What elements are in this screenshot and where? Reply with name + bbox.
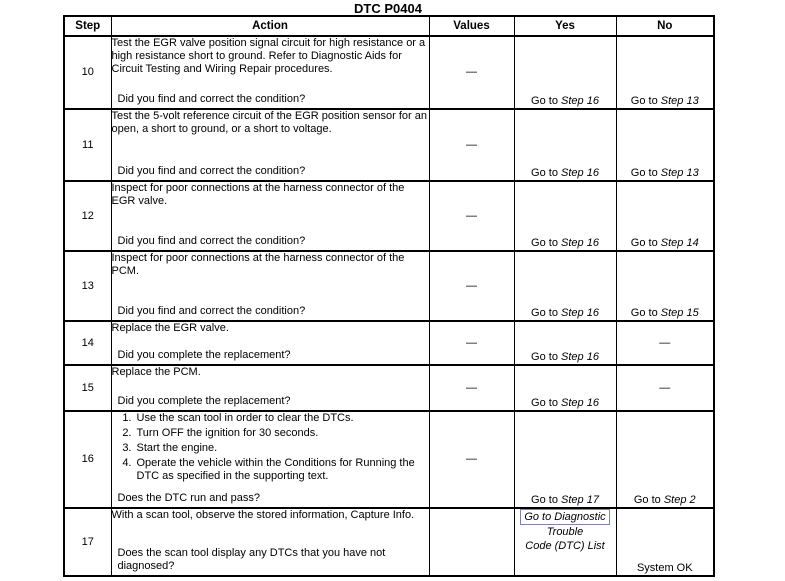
action-cell: [111, 36, 429, 109]
list-number: 2.: [122, 427, 132, 439]
action-text: Inspect for poor connections at the harness connector of the PCM.: [111, 252, 405, 277]
table-row: [64, 321, 714, 365]
action-text: Replace the PCM.: [111, 366, 201, 378]
values-cell: [429, 251, 514, 321]
goto-prefix: Go to: [630, 167, 661, 179]
values-cell: [429, 411, 514, 508]
action-cell: [111, 109, 429, 181]
header-step: Step: [64, 16, 111, 36]
goto-step: Step 14: [660, 237, 699, 249]
goto-reference: [515, 509, 616, 525]
no-cell: [616, 411, 714, 508]
goto-link[interactable]: Go to Diagnostic: [520, 509, 609, 525]
goto-prefix: Go to: [531, 237, 562, 249]
table-row: [64, 411, 714, 508]
goto-step: Step 17: [561, 494, 599, 506]
goto-reference: [531, 95, 599, 107]
question-text: Did you find and correct the condition?: [117, 235, 306, 247]
header-values: Values: [429, 16, 514, 36]
goto-prefix: Go to: [531, 167, 562, 179]
goto-reference: [531, 307, 599, 319]
yes-cell: [514, 411, 616, 508]
question-text: Did you complete the replacement?: [117, 395, 291, 407]
goto-prefix: Go to: [630, 95, 661, 107]
no-cell: [616, 109, 714, 181]
action-cell: [111, 321, 429, 365]
no-cell: [616, 181, 714, 251]
action-steps-list: [112, 412, 429, 483]
list-number: 4.: [122, 457, 132, 469]
goto-prefix: Go to: [630, 237, 661, 249]
goto-prefix: Go to: [630, 307, 661, 319]
list-text: Turn OFF the ignition for 30 seconds.: [136, 427, 319, 439]
step-cell: 16: [64, 411, 111, 508]
goto-reference: [531, 351, 599, 363]
goto-reference: [631, 95, 699, 107]
step-cell: 13: [64, 251, 111, 321]
no-cell: [616, 321, 714, 365]
dash: —: [466, 381, 477, 394]
values-cell: [429, 365, 514, 411]
values-cell: [429, 109, 514, 181]
action-text: Inspect for poor connections at the harness connector of the EGR valve.: [111, 182, 405, 207]
goto-reference: [531, 237, 599, 249]
goto-step: Step 16: [561, 351, 599, 363]
header-yes: Yes: [514, 16, 616, 36]
table-row: [64, 181, 714, 251]
yes-cell: [514, 321, 616, 365]
header-no: No: [616, 16, 714, 36]
goto-prefix: Go to: [531, 307, 562, 319]
action-cell: [111, 251, 429, 321]
goto-reference: [631, 307, 699, 319]
goto-step: Step 13: [660, 95, 699, 107]
goto-reference: [531, 397, 599, 409]
goto-reference: [531, 167, 599, 179]
values-cell: [429, 181, 514, 251]
values-cell: [429, 321, 514, 365]
goto-reference: [531, 494, 599, 506]
dash: —: [659, 336, 671, 349]
goto-prefix: Go to: [531, 95, 562, 107]
action-text: Test the 5-volt reference circuit of the EGR position sensor for an open, a short to ground, or a short to voltage.: [111, 110, 427, 135]
step-cell: 12: [64, 181, 111, 251]
question-text: Did you complete the replacement?: [117, 349, 291, 361]
no-cell: [616, 508, 714, 576]
no-cell: [616, 36, 714, 109]
list-item: [118, 442, 429, 455]
page-title: DTC P0404: [354, 1, 422, 16]
step-cell: 11: [64, 109, 111, 181]
table-row: [64, 109, 714, 181]
goto-step: Step 16: [561, 167, 599, 179]
step-cell: 17: [64, 508, 111, 576]
dash: —: [466, 138, 477, 151]
values-cell: [429, 36, 514, 109]
list-number: 3.: [122, 442, 132, 454]
question-text: Does the scan tool display any DTCs that you have not diagnosed?: [117, 547, 386, 572]
goto-prefix: Go to: [531, 351, 562, 363]
goto-prefix: Go to: [531, 397, 562, 409]
question-text: Did you find and correct the condition?: [117, 305, 306, 317]
goto-step: Step 2: [663, 494, 696, 506]
dash: —: [466, 453, 477, 465]
list-text: Operate the vehicle within the Conditions for Running the DTC as specified in the supporting text.: [136, 457, 415, 482]
action-text: With a scan tool, observe the stored information, Capture Info.: [111, 509, 415, 521]
action-cell: [111, 411, 429, 508]
goto-step: Step 16: [561, 237, 599, 249]
action-text: Test the EGR valve position signal circuit for high resistance or a high resistance short to ground. Refer to Diagnostic Aids for Circuit Testing and Wiring Repair procedures.: [111, 37, 426, 75]
goto-link-line: Trouble: [546, 526, 584, 538]
step-cell: 15: [64, 365, 111, 411]
dash: —: [466, 336, 477, 349]
values-cell: [429, 508, 514, 576]
dash: —: [659, 381, 671, 394]
dash: —: [466, 66, 477, 78]
no-cell: [616, 251, 714, 321]
goto-reference: [631, 167, 699, 179]
action-text: Replace the EGR valve.: [111, 322, 229, 334]
goto-prefix: Go to: [531, 494, 562, 506]
goto-step: Step 13: [660, 167, 699, 179]
goto-step: Step 16: [561, 307, 599, 319]
dash: —: [466, 209, 477, 222]
question-text: Did you find and correct the condition?: [117, 165, 306, 177]
table-row: [64, 36, 714, 109]
action-cell: [111, 365, 429, 411]
step-cell: 14: [64, 321, 111, 365]
yes-cell: [514, 365, 616, 411]
dtc-diagnostic-table: [63, 15, 715, 577]
goto-step: Step 16: [561, 95, 599, 107]
yes-cell: [514, 251, 616, 321]
table-row: [64, 365, 714, 411]
table-row: [64, 251, 714, 321]
goto-step: Step 15: [660, 307, 699, 319]
question-text: Does the DTC run and pass?: [117, 492, 260, 504]
list-number: 1.: [122, 412, 132, 424]
table-row: [64, 508, 714, 576]
list-item: [118, 457, 429, 483]
action-cell: [111, 508, 429, 576]
dash: —: [466, 279, 477, 292]
step-cell: 10: [64, 36, 111, 109]
list-text: Start the engine.: [136, 442, 218, 454]
no-cell: [616, 365, 714, 411]
goto-reference: [634, 494, 696, 506]
goto-link-line: Code (DTC) List: [525, 540, 605, 552]
result-text: System OK: [636, 562, 693, 574]
list-item: [118, 412, 429, 425]
yes-cell: [514, 508, 616, 576]
goto-reference: [631, 237, 699, 249]
question-text: Did you find and correct the condition?: [117, 93, 306, 105]
header-action: Action: [111, 16, 429, 36]
action-cell: [111, 181, 429, 251]
list-text: Use the scan tool in order to clear the DTCs.: [136, 412, 354, 424]
table-header-row: [64, 16, 714, 36]
yes-cell: [514, 109, 616, 181]
yes-cell: [514, 181, 616, 251]
goto-prefix: Go to: [633, 494, 664, 506]
yes-cell: [514, 36, 616, 109]
goto-step: Step 16: [561, 397, 599, 409]
list-item: [118, 427, 429, 440]
